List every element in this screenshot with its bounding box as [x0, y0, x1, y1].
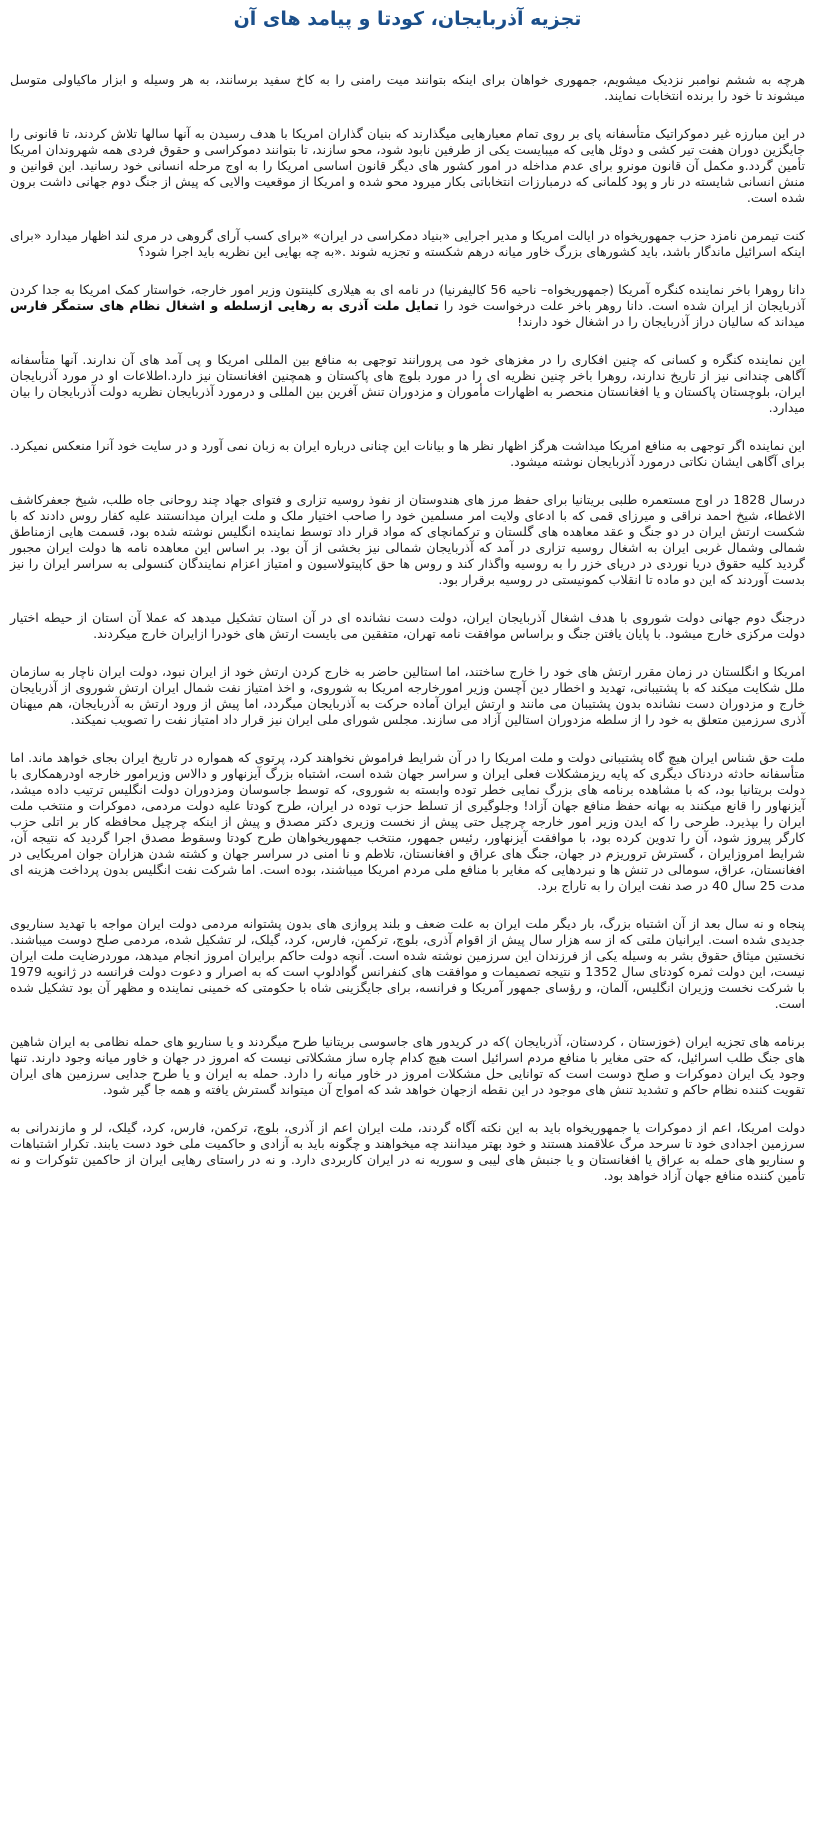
paragraph-4	[10, 282, 805, 330]
paragraph-7: درسال 1828 در اوج مستعمره طلبی بریتانیا برای حفظ مرز های هندوستان از نفوذ روسیه تزاری و فتوای جهاد چند روحانی جاه طلب، شیخ جعفرکاشف الاغطاء، شیخ احمد نراقی و میرزای قمی که با ادعای ولایت امر مسلمین خود را صاحب اختیار ملک و ملت ایران میدانستند علیه کفار روس دادند که با شکست ارتش ایران در دو جنگ و عقد معاهده های گلستان و ترکمانچای که مواد قرار داد توسط نماینده انگلیس نوشته شده بود، قسمت هایی ازمناطق شمالی وشمال غربی ایران به اشغال روسیه تزاری در آمد که آذربایجان شمالی نیز بخشی از آن بود. بر اساس این معاهده نامه ها دولت ایران مجبور گردید کلیه حقوق دریا نوردی در دریای خزر را به روسیه واگذار کند و روس ها حق کاپیتولاسیون و امتیاز اعزام نمایندگان کنسولی به سراسر ایران را نیز بدست آوردند که این دو ماده تا انقلاب کمونیستی در روسیه برقرار بود.	[10, 492, 806, 587]
article-title: تجزیه آذربایجان، کودتا و پیامد های آن	[233, 8, 582, 30]
paragraph-8: درجنگ دوم جهانی دولت شوروی با هدف اشغال آذربایجان ایران، دولت دست نشانده ای در آن استان تشکیل میدهد که عملا آن استان از حیطه اختیار دولت مرکزی خارج میشود. با پایان یافتن جنگ و براساس موافقت نامه تهران، متفقین می بایست ارتش های خودرا ازایران خارج میکردند.	[10, 610, 805, 641]
paragraph-2: در این مبارزه غیر دموکراتیک متأسفانه پای بر روی تمام معیارهایی میگذارند که بنیان گذاران امریکا با هدف رسیدن به آنها سالها تلاش کردند، تا قانونی را جایگزین دوران هفت تیر کشی و دوئل هایی که میبایست یکی از طرفین نابود شود، محو سازند، تا بتوانند دموکراسی و حقوق فردی همه شهروندان امریکا تأمین گردد.و مکمل آن قانون مونرو برای عدم مداخله در امور کشور های دیگر قانون اساسی امریکا را به اوج مرحله انسانی خود رسانید. این قوانین و منش انسانی شایسته در نار و پود کلمانی که درمبارزات انتخاباتی بکار میرود محو شده و امریکا از موقعیت والایی که پیش از جنگ دوم جهانی داشت برون شده است.	[10, 126, 805, 205]
paragraph-10: ملت حق شناس ایران هیچ گاه پشتیبانی دولت و ملت امریکا را در آن شرایط فراموش نخواهند کرد، پرتوی که همواره در تاریخ ایران بجای خواهد ماند. اما متأسفانه حادثه دردناک دیگری که پایه ریزمشکلات فعلی ایران و سراسر جهان شده است، اشتباه بزرگ آیزنهاور و دالاس وزیرامور خارجه اودرهمکاری با دولت بریتانیا بود، که با مشاهده برنامه های بزرگ نمایی خطر توده وابسته به شوروی، که توسط جاسوسان ومزدوران دولت انگلیس ترتیب داده میشد، آیزنهاور را قانع میکنند به بهانه حفظ منافع جهان آزاد! وجلوگیری از تسلط حزب توده در ایران، طرح کودتا علیه دولت مردمی، دموکرات و منتخب ملت ایران را بپذیرد. طرحی را که ایدن وزیر امور خارجه چرچیل حتی پیش از نخست وزیری دکتر مصدق و پیش از اینکه چرچیل محافظه کار بر اتلی حزب کارگر پیروز شود، آن را تدوین کرده بود، با موافقت آیزنهاور، رئیس جمهور، منتخب جمهوریخواهان طرح کودتا وسقوط مصدق اجرا گردید که نتیجه آن، شرایط امروزایران ، گسترش تروریزم در جهان، جنگ های عراق و افغانستان، تلاطم و نا امنی در سراسر جهان و کشته شدن هزاران جوان امریکایی در افغانستان، عراق، سومالی در تنش ها و نبردهایی که مغایر با منافع ملی مردم امریکا میباشند، بوده است. اما شرکت نفت انگلیس بدون پرداخت هزینه ای مدت 25 سال 40 در صد نفت ایران را به تاراج برد.	[10, 750, 805, 893]
paragraph-13: دولت امریکا، اعم از دموکرات یا جمهوریخواه باید به این نکته آگاه گردند، ملت ایران اعم از آذری، بلوچ، ترکمن، فارس، کرد، گیلک، لر و مازندرانی به سرزمین اجدادی خود تا سرحد مرگ علاقمند هستند و خود بهتر میدانند چه میخواهند و چگونه باید به آزادی و حاکمیت ملی خود دست یابند. تکرار اشتباهات و سناریو های حمله به عراق یا افغانستان و یا جنبش های لیبی و سوریه نه در ایران کاربردی دارد. و نه در راستای رهایی ایران از حاکمین تئوکرات و نه تأمین کننده منافع جهان آزاد خواهد بود.	[10, 1120, 805, 1183]
paragraph-4-bold-quote: تمایل ملت آذری به رهایی ازسلطه و اشغال نظام های ستمگر فارس	[10, 298, 439, 313]
paragraph-6: این نماینده اگر توجهی به منافع امریکا میداشت هرگز اظهار نظر ها و بیانات این چنانی درباره ایران به زبان نمی آورد و در سایت خود آنرا منعکس نمیکرد. برای آگاهی ایشان نکاتی درمورد آذربایجان نوشته میشود.	[10, 438, 805, 469]
paragraph-3: کنت تیمرمن نامزد حزب جمهوریخواه در ایالت امریکا و مدیر اجرایی «بنیاد دمکراسی در ایران» «برای کسب آرای گروهی در مری لند اظهار میدارد «برای اینکه اسرائیل ماندگار باشد، باید کشورهای بزرگ خاور میانه درهم شکسته و تجزیه شوند .«به چه بهایی این نظریه باید اجرا شود؟	[10, 228, 805, 259]
paragraph-9: امریکا و انگلستان در زمان مقرر ارتش های خود را خارج ساختند، اما استالین حاضر به خارج کردن ارتش خود از ایران نبود، دولت ایران ناچار به سازمان ملل شکایت میکند که با پشتیبانی، تهدید و اخطار دین آچسن وزیر امورخارجه امریکا به شوروی، و اخذ امتیاز نفت شمال ایران ارتش شوروی از آذربایجان خارج و مزدوران دست نشانده بدون پشتیبان می مانند و ارتش ایران آماده حرکت به آذربایجان میگردد، اما پیش از ورود ارتش به آذربایجان، هم میهنان آذری سرزمین متعلق به خود را از سلطه مزدوران استالین آزاد می سازند. مجلس شورای ملی ایران نیز قرار داد امتیاز نفت را تصویب نمیکند.	[10, 664, 805, 727]
paragraph-11: پنجاه و نه سال بعد از آن اشتباه بزرگ، بار دیگر ملت ایران به علت ضعف و بلند پروازی های بدون پشتوانه مردمی دولت ایران مواجه با تهدید سناریوی جدیدی شده است. ایرانیان ملتی که از سه هزار سال پیش از اقوام آذری، بلوچ، ترکمن، فارس، کرد، گیلک، لر تشکیل شده، مردمی صلح دوست میباشند. نخستین میثاق حقوق بشر به وسیله یکی از فرزندان این سرزمین نوشته شده است. آنچه دولت حاکم برایران امروز انجام میدهد، موردرضایت ملت ایران نیست، این دولت ثمره کودتای سال 1352 و نتیجه تصمیمات و موافقت های کنفرانس گوادلوپ است که به اصرار و دعوت دولت فرانسه در ژانویه 1979 با شرکت نخست وزیران انگلیس، آلمان، و رؤسای جمهور آمریکا و فرانسه، برای جایگزینی شاه با حکومتی که خمینی نماینده و مظهر آن بود تشکیل شده است.	[10, 916, 806, 1011]
paragraph-4-end: میداند که سالیان دراز آذربایجان را در اشغال خود دارند!	[517, 314, 805, 329]
paragraph-12: برنامه های تجزیه ایران (خوزستان ، کردستان، آذربایجان )که در کریدور های جاسوسی بریتانیا طرح میگردند و یا سناریو های حمله نظامی به ایران شاهین های جنگ طلب اسرائیل، که حتی مغایر با منافع مردم اسرائیل است هیچ کدام چاره ساز مشکلاتی نیست که امروز در جهان و خاور میانه وجود دارند. تنها وجود یک ایران دموکرات و صلح دوست است که توانایی حل مشکلات امروز در خاور میانه را دارد. حمله به ایران و یا طرح جدایی سرزمین های ایران تقویت کننده نظام حاکم و تشدید تنش های موجود در این نقطه ازجهان خواهد شد که امواج آن میتواند گسترش یافته و همه جا گیر شود.	[10, 1034, 805, 1097]
paragraph-5: این نماینده کنگره و کسانی که چنین افکاری را در مغزهای خود می پرورانند توجهی به منافع بین المللی امریکا و پی آمد های آن ندارند. آنها متأسفانه آگاهی چندانی نیز از تاریخ ندارند، روهرا باخر چنین نظریه ای را در مورد بلوچ های پاکستان و همچنین افغانستان نیز دارد.اطلاعات او در مورد آذربایجان ایران، بلوچستان پاکستان و یا افغانستان منحصر به اظهارات مأموران و مزدوران تنش آفرین بین المللی و درمورد آذربایجان نظریه دولت آذربایجان را بیان میدارد.	[10, 352, 805, 415]
paragraph-1: هرچه به ششم نوامبر نزدیک میشویم، جمهوری خواهان برای اینکه بتوانند میت رامنی را به کاخ سفید برسانند، به هر وسیله و ابزار ماکیاولی متوسل میشوند تا خود را برنده انتخابات نمایند.	[10, 72, 805, 103]
paragraph-4-start: دانا روهرا باخر نماینده کنگره آمریکا (جمهوریخواه– ناحیه 56 کالیفرنیا) در نامه ای به هیلاری کلینتون وزیر امور خارجه، خواستار کمک امریکا به جدا کردن آذربایجان از ایران شده است. دانا روهر باخر علت درخواست خود را	[10, 282, 805, 313]
